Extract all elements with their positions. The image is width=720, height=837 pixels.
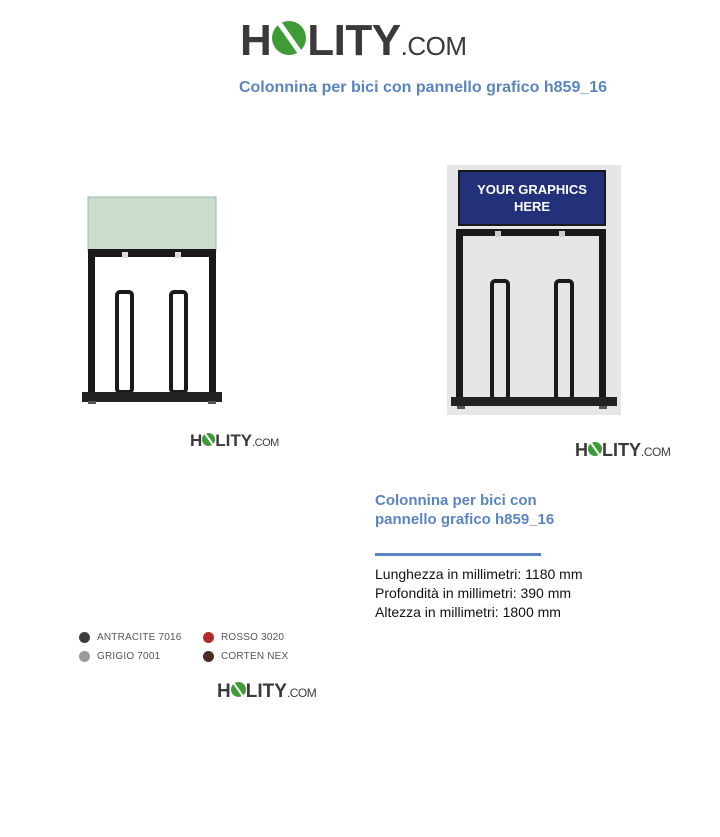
logo-small-3 bbox=[217, 681, 316, 703]
logo-small-2 bbox=[575, 440, 670, 461]
logo-letters: LITY bbox=[215, 431, 253, 450]
color-swatch bbox=[203, 632, 214, 643]
logo-o-icon bbox=[202, 433, 215, 446]
logo-o-icon bbox=[231, 682, 246, 697]
logo-com: .COM bbox=[286, 686, 317, 700]
color-swatch bbox=[79, 632, 90, 643]
site-logo[interactable] bbox=[240, 16, 467, 66]
spec-depth: Profondità in millimetri: 390 mm bbox=[375, 585, 572, 601]
logo-letters: LITY bbox=[602, 440, 641, 460]
title-underline bbox=[375, 553, 541, 556]
color-option bbox=[79, 651, 160, 662]
color-swatch bbox=[203, 651, 214, 662]
graphics-panel bbox=[458, 170, 606, 226]
color-swatch bbox=[79, 651, 90, 662]
product-image-2 bbox=[447, 165, 621, 415]
color-option bbox=[203, 632, 284, 643]
panel-text: YOUR GRAPHICS HERE bbox=[477, 182, 587, 214]
logo-letters: LITY bbox=[245, 681, 287, 702]
color-option bbox=[79, 632, 182, 643]
logo-com: .COM bbox=[252, 437, 279, 449]
spec-height: Altezza in millimetri: 1800 mm bbox=[375, 604, 561, 620]
logo-o-icon bbox=[588, 442, 602, 456]
logo-letter-h: H bbox=[575, 440, 588, 460]
color-option bbox=[203, 651, 288, 662]
color-label: ANTRACITE 7016 bbox=[97, 632, 182, 643]
page-title: Colonnina per bici con pannello grafico h859_16 bbox=[238, 79, 608, 96]
product-image-1 bbox=[80, 195, 230, 407]
logo-com: .COM bbox=[400, 31, 467, 61]
color-label: CORTEN NEX bbox=[221, 651, 289, 662]
spec-length: Lunghezza in millimetri: 1180 mm bbox=[375, 566, 583, 582]
product-detail-title: Colonnina per bici con pannello grafico h859_16 bbox=[375, 492, 555, 528]
logo-small-1 bbox=[190, 431, 279, 451]
color-label: ROSSO 3020 bbox=[221, 632, 285, 643]
color-label: GRIGIO 7001 bbox=[97, 651, 161, 662]
logo-com: .COM bbox=[641, 445, 671, 459]
logo-letter-h: H bbox=[217, 681, 231, 702]
logo-o-icon bbox=[272, 21, 306, 55]
logo-letter-h: H bbox=[190, 431, 203, 450]
logo-letters: LITY bbox=[307, 16, 401, 65]
logo-letter-h: H bbox=[240, 16, 272, 65]
